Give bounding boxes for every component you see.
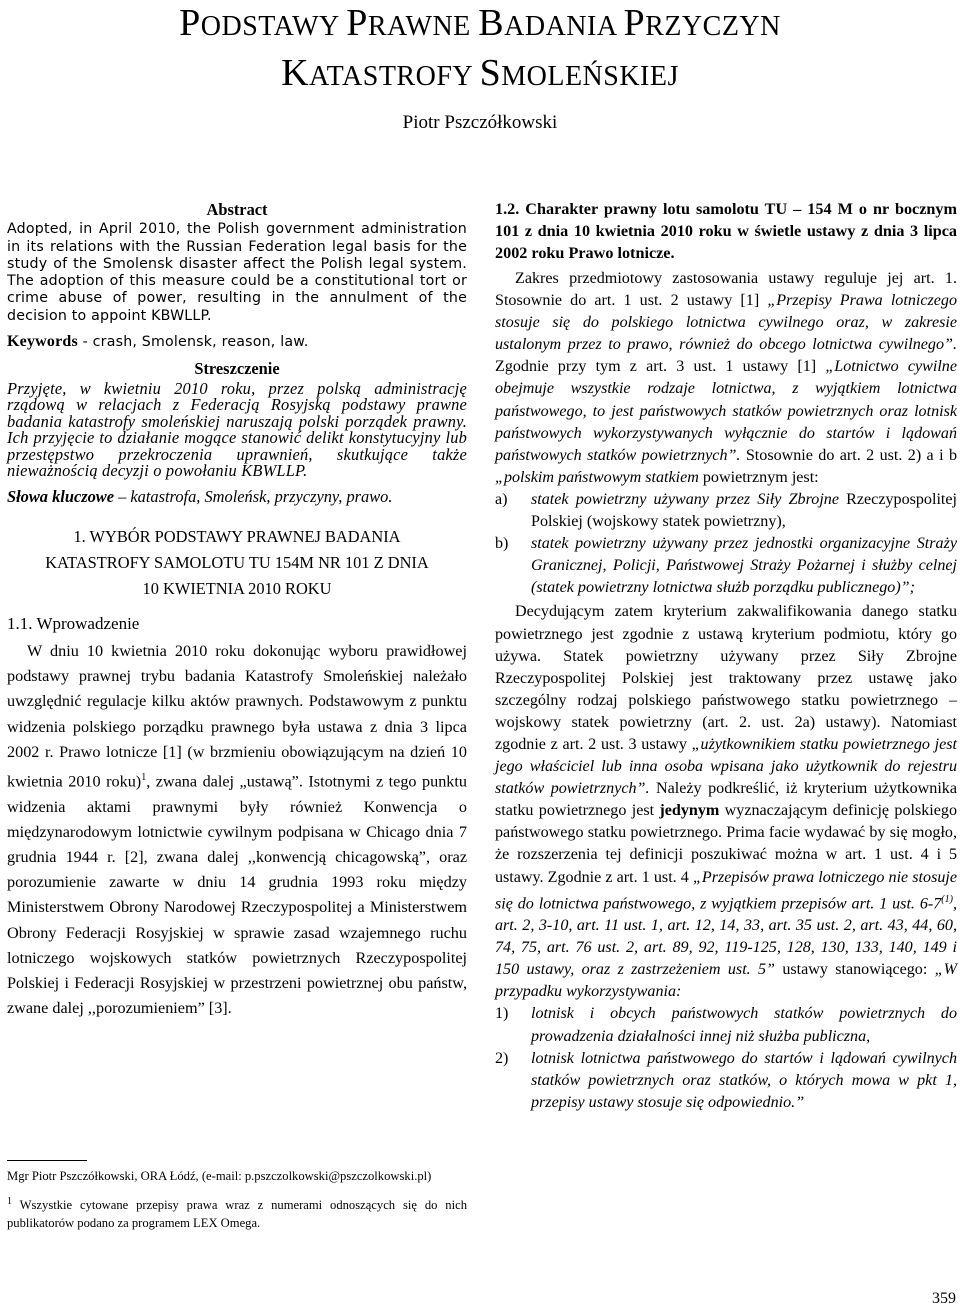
abstract-body: Adopted, in April 2010, the Polish government administration in its relations with the Russian Federation legal basis for the study of the Smolensk disaster affect the Polish legal system. The adoption of this measure could be a constitutional tort or crime abuse of power, resulting in the annulment of the decision to appoint KBWLLP. — [7, 221, 467, 324]
author-name: Piotr Pszczółkowski — [402, 112, 558, 133]
title-rest: ADANIA — [504, 11, 624, 42]
list-item-2 — [495, 1048, 957, 1114]
slowa-kluczowe-text: – katastrofa, Smoleńsk, przyczyny, prawo. — [114, 486, 393, 506]
paper-title-line-2 — [0, 50, 960, 98]
section-1-1-heading: 1.1. Wprowadzenie — [7, 613, 140, 633]
section-1-2-paragraph-2 — [495, 601, 957, 1003]
left-column — [7, 198, 467, 1021]
p2-quote-1: „użytkownikiem statku powietrznego jest jego właściciel lub inna osoba wpisana jako użytkownik do rejestru statków powietrznych”. — [495, 735, 957, 798]
section-1-heading-line-1: 1. WYBÓR PODSTAWY PRAWNEJ BADANIA — [73, 526, 401, 546]
p2-quote-2-cont: , art. 2, 3-10, art. 11 ust. 1, art. 12, 14, 33, art. 35 ust. 2, art. 43, 44, 60, 74, 75, art. 76 ust. 2, art. 89, 92, 119-125, 128, 130, 133, 140, 149 i 150 ustawy, oraz z zastrzeżeniem ust. 5” — [495, 894, 957, 979]
section-1-1-text-a: W dniu 10 kwietnia 2010 roku dokonując wyboru prawidłowej podstawy prawnej trybu badania Katastrofy Smoleńskiej należało uwzględnić regulacje kilku aktów prawnych. Podstawowym z punktu widzenia polskiego porządku prawnego była ustawa z dnia 3 lipca 2002 r. Prawo lotnicze [1] (w brzmieniu obowiązującym na dzień 10 kwietnia 2010 roku) — [7, 641, 467, 791]
p2-emphasis: jedynym — [659, 802, 720, 820]
p2-text-a: Decydującym zatem kryterium zakwalifikowania danego statku powietrznego jest zgodnie z ustawą kryterium podmiotu, który go używa. Statek powietrzny używany przez Siły Zbrojne Rzeczypospolitej Polskiej jest traktowany przez ustawę jako szczególny rodzaj polskiego państwowego statku powietrznego – wojskowy statek powietrzny (art. 2. ust. 2a) ustawy). Natomiast zgodnie z art. 2 ust. 3 ustawy — [495, 603, 957, 753]
title-initial: B — [478, 2, 505, 44]
list-item-2-text: lotnisk lotnictwa państwowego do startów i lądowań cywilnych statków powietrznych oraz statków, o których mowa w pkt 1, przepisy ustawy stosuje się odpowiednio.” — [531, 1049, 957, 1111]
section-1-heading — [7, 524, 467, 602]
title-rest: ATASTROFY — [309, 61, 480, 92]
paper-title-line-1 — [0, 0, 960, 48]
list-item-a-text: statek powietrzny używany przez Siły Zbrojne — [531, 490, 839, 508]
footnote-1-text: Wszystkie cytowane przepisy prawa wraz z numerami odnoszących się do nich publikatorów podano za programem LEX Omega. — [7, 1198, 467, 1231]
title-initial: S — [479, 52, 502, 94]
list-marker: b) — [495, 535, 509, 553]
list-item-a — [495, 489, 957, 533]
p1-text-g: powietrznym jest: — [698, 468, 819, 486]
list-marker: 1) — [495, 1005, 509, 1023]
right-column — [495, 198, 957, 1114]
keywords-label: Keywords — [7, 333, 78, 351]
keywords-text: - crash, Smolensk, reason, law. — [77, 334, 309, 351]
title-initial: P — [179, 2, 201, 44]
list-item-b-text: statek powietrzny używany przez jednostki organizacyjne Straży Granicznej, Policji, Państwowej Straży Pożarnej i służby celnej (statek powietrzny lotnictwa służb porządku publicznego)”; — [531, 535, 957, 597]
list-item-a-text-cont: Rzeczypospolitej Polskiej (wojskowy statek powietrzny), — [531, 490, 957, 531]
footnote-rule — [7, 1160, 87, 1161]
section-1-1-body — [7, 639, 467, 1021]
p1-quote-1: „Przepisy Prawa lotniczego stosuje się do polskiego lotnictwa cywilnego oraz, w zakresie ustalonym przez to prawo, również do obcego lotnictwa cywilnego”. — [495, 292, 957, 354]
list-item-1-text: lotnisk i obcych państwowych statków powietrznych do prowadzenia działalności innej niż służba publiczna, — [531, 1005, 957, 1045]
p2-text-g: ustawy stanowiącego: — [775, 961, 935, 979]
title-initial: P — [623, 2, 646, 44]
p2-quote-3: „W przypadku wykorzystywania: — [495, 961, 957, 1001]
streszczenie-body: Przyjęte, w kwietniu 2010 roku, przez polską administrację rządową w relacjach z Federacją Rosyjską podstawy prawne badania katastrofy smoleńskiej naruszają polski porządek prawny. Ich przyjęcie to działanie mogące stanowić delikt konstytucyjny lub przestępstwo przekroczenia uprawnień, skutkujące także nieważnością decyzji o powołaniu KBWLLP. — [7, 378, 467, 481]
list-item-b — [495, 533, 957, 599]
title-rest: RZYCZYN — [645, 11, 781, 42]
title-initial: K — [281, 52, 310, 94]
p2-quote-2: „Przepisów prawa lotniczego nie stosuje się do lotnictwa państwowego, z wyjątkiem przepisów art. 1 ust. 6-7 — [495, 868, 957, 912]
list-item-1 — [495, 1003, 957, 1047]
p2-sup: (1) — [941, 893, 953, 905]
footnotes — [7, 1160, 467, 1232]
footnote-1 — [7, 1193, 467, 1232]
footnote-ref: 1 — [141, 771, 147, 783]
section-1-heading-line-3: 10 KWIETNIA 2010 ROKU — [142, 578, 332, 598]
slowa-kluczowe — [7, 486, 467, 508]
title-rest: ODSTAWY — [200, 11, 347, 42]
abstract-heading: Abstract — [206, 200, 268, 219]
p2-text-c: Należy podkreślić, iż kryterium użytkownika statku powietrznego jest — [495, 780, 957, 820]
section-1-heading-line-2: KATASTROFY SAMOLOTU TU 154M NR 101 Z DNIA — [45, 552, 429, 572]
section-1-1-text-b: , zwana dalej „ustawą”. Istotnymi z tego punktu widzenia aktami prawnymi były również Konwencja o międzynarodowym lotnictwie cywilnym podpisana w Chicago dnia 7 grudnia 1944 r. [2], zwana dalej ,,konwencją chicagowską”, oraz porozumienie zawarte w dniu 14 grudnia 1993 roku między Ministerstwem Obrony Narodowej Rzeczypospolitej a Ministerstwem Obrony Federacji Rosyjskiej w sprawie zasad wzajemnego ruchu lotniczego wojskowych statków powietrznych Rzeczypospolitej Polskiej i Federacji Rosyjskiej w przestrzeni powietrznej obu państw, zwane dalej ,,porozumieniem” [3]. — [7, 772, 467, 1018]
list-marker: a) — [495, 490, 508, 508]
page-number: 359 — [932, 1290, 956, 1307]
footnote-1-number: 1 — [7, 1196, 12, 1207]
author-note: Mgr Piotr Pszczółkowski, ORA Łódź, (e-mail: p.pszczolkowski@pszczolkowski.pl) — [7, 1169, 432, 1183]
p1-text-a: Zakres przedmiotowy zastosowania ustawy reguluje jej art. 1. Stosownie do art. 1 ust. 2 ustawy [1] — [495, 270, 957, 310]
list-marker: 2) — [495, 1049, 509, 1067]
title-rest: MOLEŃSKIEJ — [501, 61, 679, 92]
p1-quote-2: „Lotnictwo cywilne obejmuje wszystkie rodzaje lotnictwa, z wyjątkiem lotnictwa państwowego, to jest państwowych statków powietrznych oraz lotnisk państwowych wykorzystywanych wyłącznie do startów i lądowań państwowych statków powietrznych”. — [495, 358, 957, 464]
p1-quote-3: „polskim państwowym statkiem — [495, 468, 699, 486]
streszczenie-heading: Streszczenie — [194, 359, 280, 379]
title-initial: P — [346, 2, 368, 44]
section-1-2-paragraph-1 — [495, 268, 957, 489]
title-rest: RAWNE — [367, 11, 479, 42]
p2-text-d: wyznaczającym definicję polskiego państwowego statku powietrznego. Prima facie wydawać by się mogło, że rozszerzenia tej definicji poszukiwać można w art. 1 ust. 4 i 5 ustawy. Zgodnie z art. 1 ust. 4 — [495, 802, 957, 886]
abstract-keywords — [7, 333, 467, 351]
section-1-2-heading: 1.2. Charakter prawny lotu samolotu TU – 154 M o nr bocznym 101 z dnia 10 kwietnia 2010 roku w świetle ustawy z dnia 3 lipca 2002 roku Prawo lotnicze. — [495, 200, 957, 262]
p1-text-c: Zgodnie przy tym z art. 3 ust. 1 ustawy [1] — [495, 358, 826, 376]
slowa-kluczowe-label: Słowa kluczowe — [7, 486, 115, 506]
p1-text-e: Stosownie do art. 2 ust. 2) a i b — [740, 446, 957, 464]
